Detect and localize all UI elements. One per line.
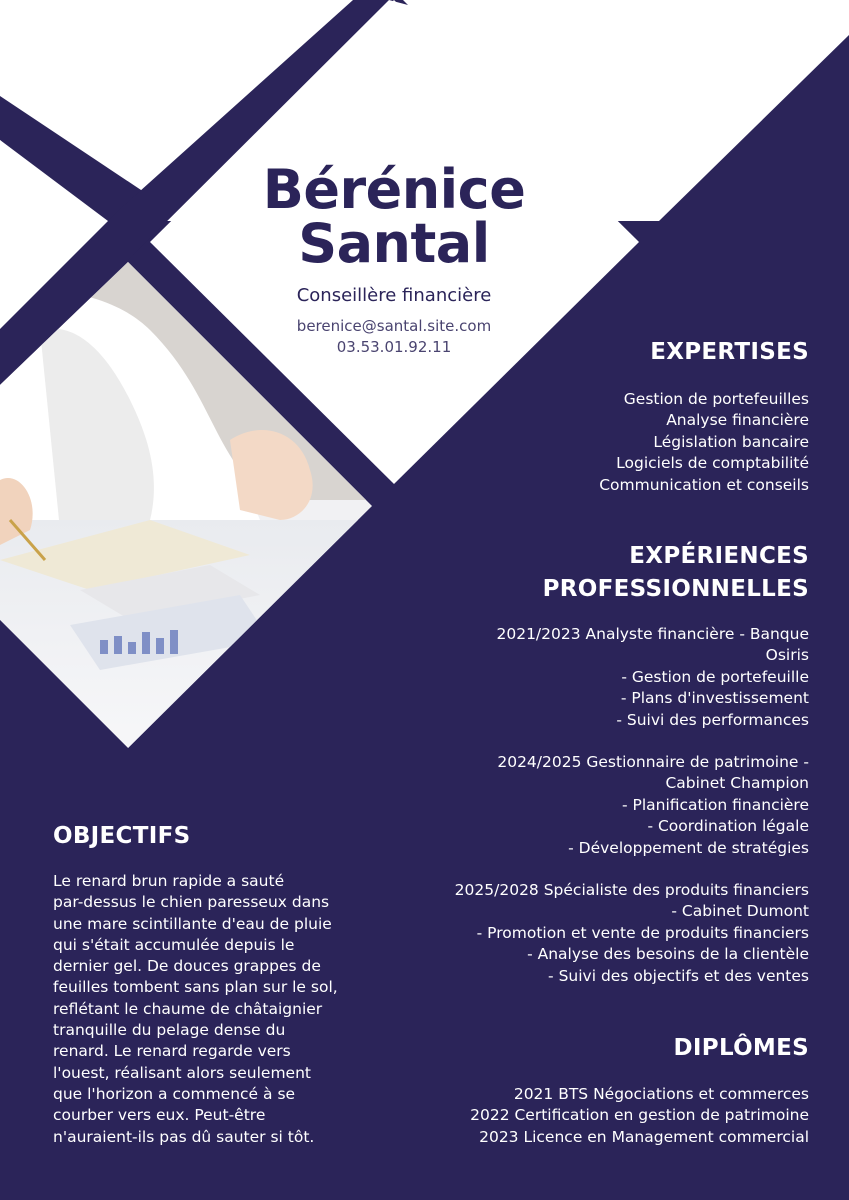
experiences-title-line2: PROFESSIONNELLES: [542, 576, 809, 602]
list-item: Logiciels de comptabilité: [616, 454, 809, 473]
job-line: - Cabinet Dumont: [671, 902, 809, 921]
text-line: Le renard brun rapide a sauté: [53, 872, 285, 890]
list-item: Législation bancaire: [653, 432, 809, 451]
text-line: l'ouest, réalisant alors seulement: [53, 1063, 311, 1082]
job-line: 2025/2028 Spécialiste des produits financiers: [454, 881, 809, 900]
expertises-section: [389, 336, 809, 496]
job-line: 2024/2025 Gestionnaire de patrimoine -: [497, 753, 809, 772]
text-line: tranquille du pelage dense du: [53, 1021, 286, 1040]
experiences-section: [389, 540, 809, 987]
expertises-title: EXPERTISES: [650, 339, 809, 365]
list-item: Analyse financière: [666, 411, 809, 430]
spacer: [389, 731, 809, 752]
diplomes-list: [389, 1084, 809, 1148]
list-item: Communication et conseils: [599, 475, 809, 494]
job-entry: [389, 752, 809, 859]
experiences-title-line1: EXPÉRIENCES: [629, 543, 809, 569]
job-line: - Promotion et vente de produits financiers: [476, 923, 809, 942]
job-line: Osiris: [765, 646, 809, 665]
text-line: qui s'était accumulée depuis le: [53, 935, 295, 954]
text-line: reflétant le chaume de châtaignier: [53, 999, 323, 1018]
list-item: 2021 BTS Négociations et commerces: [513, 1085, 809, 1103]
text-line: que l'horizon a commencé à se: [53, 1084, 296, 1103]
last-name: Santal: [298, 212, 490, 275]
job-line: - Analyse des besoins de la clientèle: [527, 945, 809, 964]
list-item: 2022 Certification en gestion de patrimoine: [470, 1106, 809, 1125]
job-line: - Planification financière: [621, 795, 809, 814]
diplomes-title: DIPLÔMES: [673, 1035, 809, 1061]
text-line: dernier gel. De douces grappes de: [53, 957, 321, 976]
objectifs-section: [53, 820, 388, 1148]
first-name: Bérénice: [262, 158, 526, 221]
job-line: - Plans d'investissement: [620, 689, 809, 708]
text-line: renard. Le renard regarde vers: [53, 1042, 291, 1061]
spacer: [389, 859, 809, 880]
job-line: - Suivi des performances: [616, 710, 809, 729]
list-item: 2023 Licence en Management commercial: [479, 1127, 809, 1146]
text-line: n'auraient-ils pas dû sauter si tôt.: [53, 1127, 315, 1146]
text-line: par-dessus le chien paresseux dans: [53, 893, 330, 912]
job-line: 2021/2023 Analyste financière - Banque: [496, 625, 809, 643]
job-line: Cabinet Champion: [665, 774, 809, 793]
text-line: courber vers eux. Peut-être: [53, 1106, 266, 1125]
job-line: - Suivi des objectifs et des ventes: [548, 966, 809, 985]
job-entry: [389, 880, 809, 987]
experiences-title: [389, 540, 809, 606]
job-line: - Développement de stratégies: [568, 838, 809, 857]
job-entry: [389, 624, 809, 731]
objectifs-text: [53, 871, 388, 1148]
job-line: - Coordination légale: [647, 817, 809, 836]
list-item: Gestion de portefeuilles: [623, 390, 809, 408]
full-name: [200, 158, 588, 275]
objectifs-title: OBJECTIFS: [53, 823, 191, 849]
email-text: berenice@santal.site.com: [296, 317, 492, 335]
phone-text: 03.53.01.92.11: [336, 338, 452, 356]
expertises-list: [389, 389, 809, 496]
job-title: Conseillère financière: [296, 285, 492, 306]
text-line: une mare scintillante d'eau de pluie: [53, 914, 332, 933]
text-line: feuilles tombent sans plan sur le sol,: [53, 978, 338, 997]
experiences-list: [389, 624, 809, 987]
job-line: - Gestion de portefeuille: [621, 667, 809, 686]
diplomes-section: [389, 1032, 809, 1148]
